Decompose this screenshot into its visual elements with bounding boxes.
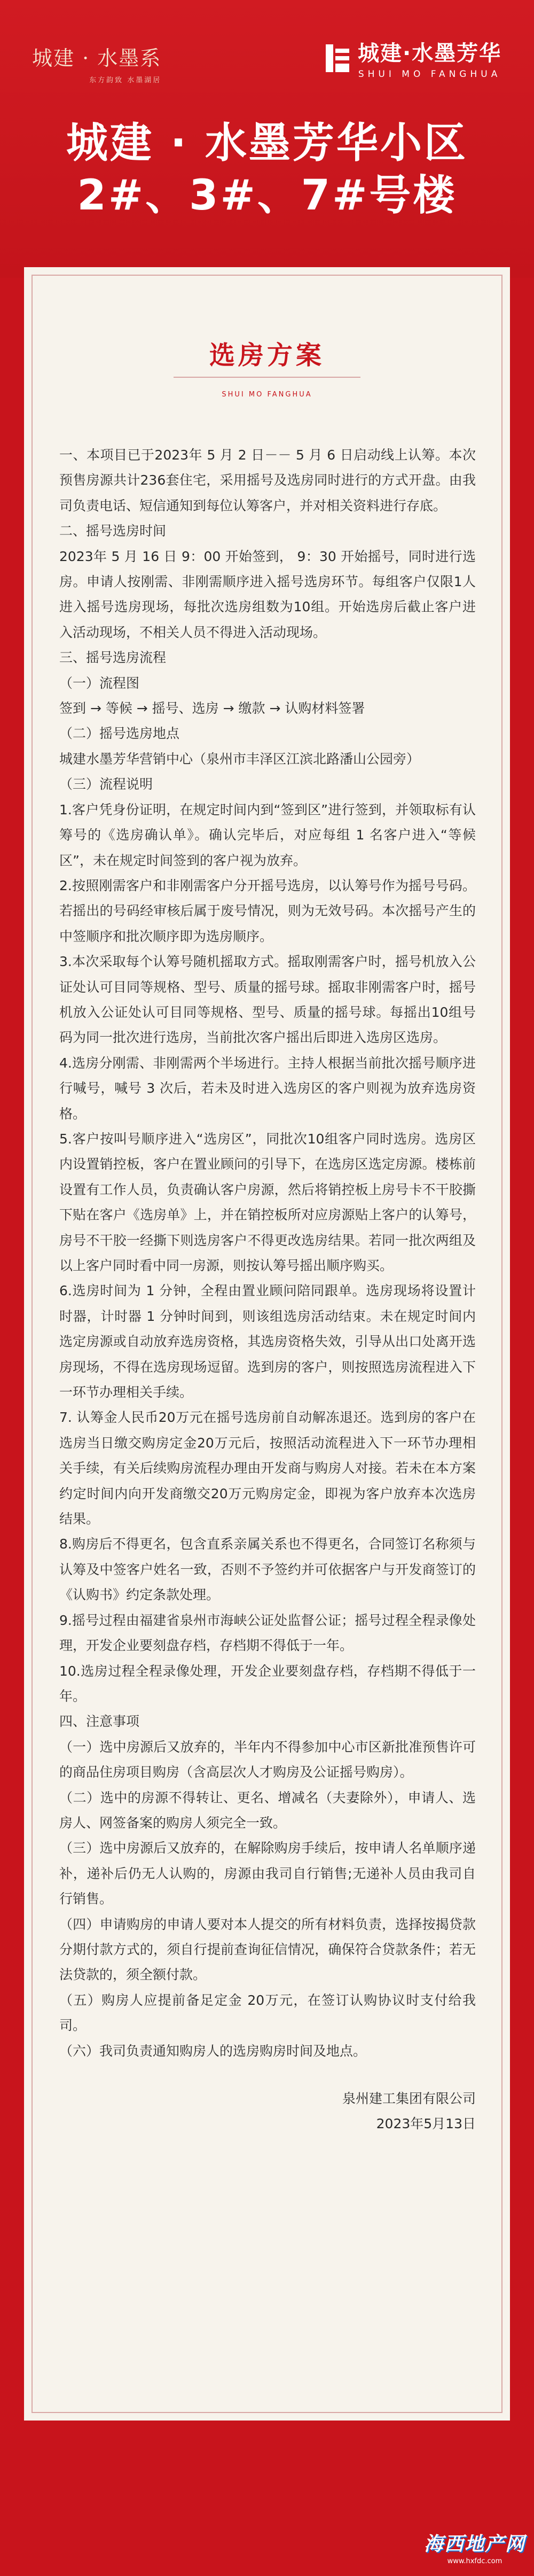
section-heading <box>33 334 501 399</box>
paragraph: （六）我司负责通知购房人的选房购房时间及地点。 <box>59 2043 367 2059</box>
title-line-2: 2#、3#、7#号楼 <box>77 171 457 220</box>
paragraph: 5.客户按叫号顺序进入“选房区”，同批次10组客户同时选房。选房区内设置销控板，客户在置业顾问的引导下，在选房区选定房源。楼栋前设置有工作人员，负责确认客户房源，然后将销控板上房号卡不干胶撕下贴在客户《选房单》上，并在销控板所对应房源贴上客户的认筹号，房号不干胶一经撕下则选房客户不得更改选房结果。若同一批次两组及以上客户同时看中同一房源，则按认筹号摇出顺序购买。 <box>59 1131 476 1273</box>
paragraph: 一、本项目已于2023年 5 月 2 日－－ 5 月 6 日启动线上认筹。本次预售房源共计236套住宅，采用摇号及选房同时进行的方式开盘。由我司负责电话、短信通知到每位认筹客户，并对相关资料进行存底。 <box>59 447 476 513</box>
brand-logo-right <box>326 36 501 80</box>
section-title: 选房方案 <box>209 340 325 370</box>
title-line-1: 城建 · 水墨芳华小区 <box>66 119 468 167</box>
paragraph: （四）申请购房的申请人要对本人提交的所有材料负责，选择按揭贷款分期付款方式的，须自行提前查询征信情况，确保符合贷款条件；若无法贷款的，须全额付款。 <box>59 1916 476 1983</box>
paragraph: 7. 认筹金人民币20万元在摇号选房前自动解冻退还。选到房的客户在选房当日缴交购房定金20万元后，按照活动流程进入下一环节办理相关手续，有关后续购房流程办理由开发商与购房人对接。若未在本方案约定时间内向开发商缴交20万元购房定金，即视为客户放弃本次选房结果。 <box>59 1410 476 1527</box>
paragraph: 8.购房后不得更名，包含直系亲属关系也不得更名，合同签订名称须与认筹及中签客户姓名一致，否则不予签约并可依据客户与开发商签订的《认购书》约定条款处理。 <box>59 1536 476 1603</box>
brand-name-cn: 城建·水墨芳华 <box>358 41 502 66</box>
subheading: （二）摇号选房地点 <box>59 726 180 742</box>
paragraph: （一）选中房源后又放弃的，半年内不得参加中心市区新批准预售许可的商品住房项目购房（含高层次人才购房及公证摇号购房）。 <box>59 1739 476 1780</box>
heading-time: 二、摇号选房时间 <box>59 523 167 539</box>
watermark-url: www.hxfdc.com <box>447 2557 502 2565</box>
paragraph: （二）选中的房源不得转让、更名、增减名（夫妻除外），申请人、选房人、网签备案的购房人须完全一致。 <box>59 1789 476 1831</box>
section-subtitle-en: SHUI MO FANGHUA <box>222 391 312 399</box>
paragraph: 9.摇号过程由福建省泉州市海峡公证处监督公证；摇号过程全程录像处理，开发企业要刻盘存档，存档期不得低于一年。 <box>59 1612 476 1654</box>
subheading: （三）流程说明 <box>59 776 153 792</box>
flowchart-text: 签到 → 等候 → 摇号、选房 → 缴款 → 认购材料签署 <box>59 701 365 717</box>
brand-name-left: 城建 · 水墨系 <box>32 46 162 70</box>
paragraph: （三）选中房源后又放弃的，在解除购房手续后，按申请人名单顺序递补，递补后仍无人认购的，房源由我司自行销售;无递补人员由我司自行销售。 <box>59 1840 476 1907</box>
content-panel <box>24 267 510 2421</box>
paragraph: 10.选房过程全程录像处理，开发企业要刻盘存档，存档期不得低于一年。 <box>59 1663 476 1704</box>
paragraph: 4.选房分刚需、非刚需两个半场进行。主持人根据当前批次摇号顺序进行喊号，喊号 3 次后，若未及时进入选房区的客户则视为放弃选房资格。 <box>59 1055 476 1122</box>
section-divider <box>174 377 360 378</box>
paragraph: 2023年 5 月 16 日 9：00 开始签到， 9：30 开始摇号，同时进行选房。申请人按刚需、非刚需顺序进入摇号选房环节。每组客户仅限1人进入摇号选房现场，每批次选房组数为10组。开始选房后截止客户进入活动现场，不相关人员不得进入活动现场。 <box>59 548 476 640</box>
watermark-logo <box>424 2529 525 2565</box>
paragraph: 1.客户凭身份证明，在规定时间内到“签到区”进行签到，并领取标有认筹号的《选房确认单》。确认完毕后，对应每组 1 名客户进入“等候区”，未在规定时间签到的客户视为放弃。 <box>59 801 476 868</box>
page-header <box>0 0 534 278</box>
brand-slogan: 东方韵致 水墨湖居 <box>89 76 162 84</box>
watermark-text: 海西地产网 <box>423 2533 525 2555</box>
plan-body <box>59 442 476 2137</box>
paragraph: 3.本次采取每个认筹号随机摇取方式。摇取刚需客户时，摇号机放入公证处认可目同等规格、型号、质量的摇号球。摇取非刚需客户时，摇号机放入公证处认可目同等规格、型号、质量的摇号球。每摇出10组号码为同一批次进行选房，当前批次客户摇出后即进入选房区选房。 <box>59 954 476 1046</box>
page-footer <box>0 2421 534 2576</box>
brand-logo-left <box>32 42 161 84</box>
page-title <box>0 118 534 222</box>
paragraph: （五）购房人应提前备足定金 20万元，在签订认购协议时支付给我司。 <box>59 1992 476 2034</box>
brand-mark-icon <box>326 44 349 72</box>
heading-process: 三、摇号选房流程 <box>59 650 167 666</box>
signature-company: 泉州建工集团有限公司 <box>342 2091 476 2106</box>
heading-notes: 四、注意事项 <box>59 1714 140 1730</box>
paragraph: 6.选房时间为 1 分钟，全程由置业顾问陪同跟单。选房现场将设置计时器，计时器 1 分钟时间到，则该组选房活动结束。未在规定时间内选定房源或自动放弃选房资格，其选房资格失效，引导从出口处离开选房现场，不得在选房现场逗留。选到房的客户，则按照选房流程进入下一环节办理相关手续。 <box>59 1283 476 1400</box>
content-panel-border <box>32 275 502 2413</box>
paragraph: 2.按照刚需客户和非刚需客户分开摇号选房，以认筹号作为摇号号码。若摇出的号码经审核后属于废号情况，则为无效号码。本次摇号产生的中签顺序和批次顺序即为选房顺序。 <box>59 877 476 944</box>
brand-name-en: SHUI MO FANGHUA <box>358 69 501 80</box>
location-text: 城建水墨芳华营销中心（泉州市丰泽区江滨北路潘山公园旁） <box>59 751 420 767</box>
signature-date: 2023年5月13日 <box>376 2116 476 2132</box>
subheading: （一）流程图 <box>59 675 140 691</box>
